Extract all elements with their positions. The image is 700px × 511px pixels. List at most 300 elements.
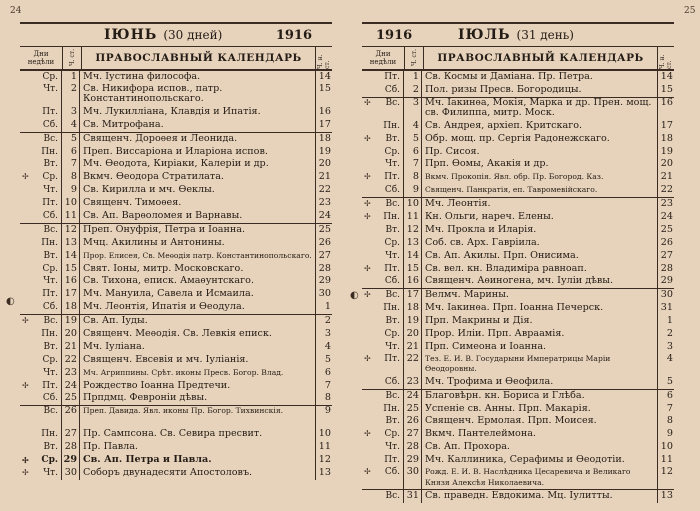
day-row: [362, 263, 674, 276]
feast-cross-icon: ✢: [364, 467, 371, 477]
new-style-date: 18: [660, 132, 673, 144]
day-number: 22: [62, 354, 80, 367]
weekday-text: Чт.: [385, 159, 400, 170]
day-number: 2: [62, 84, 80, 106]
saint-entry: Мч. Леонтія, Ипатія и Ѳеодула.: [80, 301, 316, 314]
day-row: [362, 376, 674, 389]
weekday-text: Ср.: [384, 329, 400, 340]
new-style-date: 5: [324, 353, 331, 365]
day-row: [362, 441, 674, 454]
day-row: [20, 250, 332, 263]
weekday-text: Сб.: [42, 302, 58, 313]
day-number: 13: [62, 237, 80, 250]
day-number: 20: [404, 328, 422, 341]
weekday-text: Пн.: [383, 120, 400, 131]
new-style-date: 26: [660, 236, 673, 248]
day-row: [362, 302, 674, 315]
day-number: 26: [62, 406, 80, 428]
saint-entry: Св. вел. кн. Владиміра равноап.: [422, 263, 658, 276]
day-number: 2: [404, 84, 422, 97]
day-row: [362, 275, 674, 288]
new-style-date: 7: [324, 379, 331, 391]
weekday-text: Чт.: [43, 367, 58, 378]
day-number: 7: [62, 158, 80, 171]
weekday-cell: [20, 263, 62, 276]
weekday-text: Пт.: [42, 380, 58, 391]
col-day: Ч. ст.: [410, 49, 418, 67]
new-style-date: 2: [666, 328, 673, 340]
day-number: 22: [404, 354, 422, 376]
saint-entry: Мч. Каллиника, Серафимы и Ѳеодотіи.: [422, 454, 658, 467]
feast-cross-icon: ✢: [22, 172, 29, 182]
weekday-cell: [362, 428, 404, 441]
moon-phase-icon: ◐: [6, 296, 15, 307]
saint-entry: Св. праведн. Евдокима. Мц. Іулитты.: [422, 490, 658, 503]
weekday-cell: [20, 354, 62, 367]
weekday-text: Вс.: [385, 290, 400, 301]
weekday-cell: [362, 302, 404, 315]
weekday-text: Пн.: [41, 146, 58, 157]
weekday-cell: [362, 250, 404, 263]
day-row: [20, 380, 332, 393]
weekday-text: Пн.: [383, 303, 400, 314]
month-name: ІЮНЬ: [104, 27, 158, 43]
day-row: [20, 328, 332, 341]
weekday-cell: [362, 171, 404, 184]
saint-entry: Преп. Виссаріона и Иларіона испов.: [80, 146, 316, 159]
saint-entry: Прп. Макрины и Дія.: [422, 315, 658, 328]
saint-entry: Соб. св. Арх. Гавріила.: [422, 237, 658, 250]
saint-entry: Обр. мощ. пр. Сергія Радонежскаго.: [422, 133, 658, 146]
weekday-text: Пт.: [384, 353, 400, 364]
weekday-cell: [20, 367, 62, 380]
saint-entry: Мчц. Акилины и Антонины.: [80, 237, 316, 250]
weekday-text: Пн.: [383, 212, 400, 223]
saint-entry: Священч. Дороѳея и Леонида.: [80, 133, 316, 146]
col-weekday: Дни недѣли: [20, 47, 63, 69]
new-style-date: 14: [660, 71, 673, 82]
day-number: 25: [62, 392, 80, 405]
day-row: [362, 315, 674, 328]
new-style-date: 19: [660, 145, 673, 157]
weekday-text: Вс.: [385, 390, 400, 401]
weekday-cell: [20, 119, 62, 132]
day-row: [362, 250, 674, 263]
new-style-date: 24: [318, 210, 331, 222]
col-title: ПРАВОСЛАВНЫЙ КАЛЕНДАРЬ: [424, 47, 658, 69]
saint-entry: Тез. Е. И. В. Государыни Императрицы Маріи Ѳеодоровны.: [422, 354, 658, 376]
new-style-date: 30: [660, 289, 673, 301]
weekday-cell: [20, 328, 62, 341]
new-style-date: 26: [318, 236, 331, 248]
saint-entry: Мч. Іакинѳа, Мокія, Марка и др. Прен. мощ. св. Филиппа, митр. Моск.: [422, 98, 658, 120]
new-style-date: 5: [666, 375, 673, 387]
weekday-cell: [362, 224, 404, 237]
weekday-text: Пн.: [41, 329, 58, 340]
new-style-date: 8: [324, 392, 331, 404]
weekday-text: Пн.: [383, 403, 400, 414]
weekday-text: Вс.: [43, 133, 58, 144]
saint-entry: Благовѣрн. кн. Бориса и Глѣба.: [422, 390, 658, 403]
weekday-text: Чт.: [43, 83, 58, 94]
new-style-date: 12: [660, 466, 673, 478]
day-number: 12: [62, 224, 80, 237]
calendar-page-july: [362, 22, 674, 504]
day-row: [20, 184, 332, 197]
new-style-date: 25: [660, 223, 673, 235]
day-number: 29: [62, 454, 80, 467]
new-style-date: 27: [660, 249, 673, 261]
weekday-cell: [362, 341, 404, 354]
day-row: [362, 237, 674, 250]
day-row: [362, 71, 674, 84]
day-number: 23: [404, 376, 422, 389]
weekday-text: Сб.: [384, 276, 400, 287]
day-number: 27: [62, 428, 80, 441]
day-rows: [362, 71, 674, 503]
saint-entry: Велмч. Марины.: [422, 289, 658, 302]
day-row: [20, 301, 332, 314]
day-row: [20, 314, 332, 328]
saint-entry: Св. Андрея, архіеп. Критскаго.: [422, 120, 658, 133]
weekday-text: Пн.: [41, 237, 58, 248]
column-header: [362, 47, 674, 71]
saint-entry: Мч. Іакинѳа. Прп. Іоанна Печерск.: [422, 302, 658, 315]
day-row: [362, 197, 674, 211]
weekday-cell: [20, 197, 62, 210]
day-number: 16: [62, 275, 80, 288]
new-style-date: 4: [324, 340, 331, 352]
new-style-date: 19: [318, 145, 331, 157]
day-number: 21: [62, 341, 80, 354]
day-number: 25: [404, 403, 422, 416]
month-name: ІЮЛЬ: [458, 27, 511, 43]
weekday-text: Вт.: [43, 442, 58, 453]
weekday-cell: [362, 328, 404, 341]
month-days-note: (31 день): [516, 28, 574, 42]
day-number: 3: [404, 98, 422, 120]
saint-entry: Священч. Ермолая. Прп. Моисея.: [422, 415, 658, 428]
day-row: [20, 275, 332, 288]
weekday-text: Вс.: [385, 97, 400, 108]
weekday-text: Чт.: [43, 276, 58, 287]
day-row: [20, 354, 332, 367]
feast-cross-icon: ✢: [364, 290, 371, 300]
weekday-cell: [362, 315, 404, 328]
new-style-date: 3: [666, 340, 673, 352]
saint-entry: Рождество Іоанна Предтечи.: [80, 380, 316, 393]
feast-cross-icon: ✢: [22, 316, 29, 326]
year: 1916: [275, 27, 312, 43]
weekday-text: Ср.: [384, 237, 400, 248]
saint-entry: Мч. Іуліана.: [80, 341, 316, 354]
saint-entry: Мч. Трофима и Ѳеофила.: [422, 376, 658, 389]
day-row: [20, 263, 332, 276]
weekday-cell: [20, 237, 62, 250]
saint-entry: Мч. Леонтія.: [422, 198, 658, 211]
feast-cross-icon: ✢: [364, 212, 371, 222]
saint-entry: Прпдмц. Февроніи дѣвы.: [80, 392, 316, 405]
day-number: 1: [62, 71, 80, 84]
day-number: 10: [62, 197, 80, 210]
weekday-cell: [362, 376, 404, 389]
saint-entry: Св. Ап. Іуды.: [80, 315, 316, 328]
saint-entry: Кн. Ольги, нареч. Елены.: [422, 211, 658, 224]
weekday-cell: [362, 158, 404, 171]
day-row: [362, 354, 674, 376]
weekday-cell: [20, 184, 62, 197]
weekday-cell: [362, 71, 404, 84]
saint-entry: Прор. Иліи. Прп. Авраамія.: [422, 328, 658, 341]
day-number: 27: [404, 428, 422, 441]
weekday-text: Ср.: [42, 263, 58, 274]
weekday-text: Пт.: [384, 263, 400, 274]
new-style-date: 6: [666, 389, 673, 401]
day-row: [362, 211, 674, 224]
day-number: 15: [404, 263, 422, 276]
weekday-text: Вт.: [43, 341, 58, 352]
new-style-date: 14: [318, 71, 331, 82]
day-row: [362, 415, 674, 428]
weekday-text: Вс.: [43, 406, 58, 417]
saint-entry: Священч. Панкратія, еп. Тавромевійскаго.: [422, 184, 658, 197]
weekday-cell: [20, 210, 62, 223]
new-style-date: 28: [660, 262, 673, 274]
saint-entry: Мч. Ѳеодота, Киріаки, Калеріи и др.: [80, 158, 316, 171]
new-style-date: 13: [660, 490, 673, 502]
day-row: [362, 389, 674, 403]
day-number: 24: [404, 390, 422, 403]
day-row: [20, 71, 332, 84]
new-style-date: 21: [660, 171, 673, 183]
weekday-text: Пт.: [42, 106, 58, 117]
day-number: 3: [62, 106, 80, 119]
weekday-cell: [20, 341, 62, 354]
day-row: [20, 288, 332, 301]
weekday-text: Ср.: [42, 72, 58, 82]
weekday-cell: [362, 84, 404, 97]
new-style-date: 10: [660, 441, 673, 453]
weekday-cell: [20, 106, 62, 119]
month-days-note: (30 дней): [163, 28, 223, 42]
day-row: [362, 158, 674, 171]
weekday-cell: [20, 275, 62, 288]
weekday-cell: [362, 133, 404, 146]
saint-entry: Пр. Сисоя.: [422, 146, 658, 159]
day-number: 30: [404, 467, 422, 489]
day-number: 18: [404, 302, 422, 315]
saint-entry: Свят. Іоны, митр. Московскаго.: [80, 263, 316, 276]
weekday-text: Пт.: [42, 198, 58, 209]
weekday-cell: [20, 171, 62, 184]
saint-entry: Вкмч. Прокопія. Явл. обр. Пр. Богород. Каз.: [422, 171, 658, 184]
day-row: [20, 441, 332, 454]
new-style-date: 22: [660, 184, 673, 196]
feast-cross-icon: ✢: [364, 199, 371, 209]
new-style-date: 23: [318, 197, 331, 209]
new-style-date: 18: [318, 132, 331, 144]
weekday-text: Вс.: [385, 199, 400, 210]
new-style-date: 1: [324, 301, 331, 313]
weekday-cell: [362, 289, 404, 302]
weekday-cell: [20, 441, 62, 454]
day-number: 23: [62, 367, 80, 380]
day-row: [362, 133, 674, 146]
saint-entry: Св. Ап. Петра и Павла.: [80, 454, 316, 467]
new-style-date: 27: [318, 249, 331, 261]
day-number: 24: [62, 380, 80, 393]
day-row: [362, 489, 674, 503]
day-row: [362, 428, 674, 441]
new-style-date: 16: [660, 96, 673, 108]
day-row: [362, 341, 674, 354]
day-number: 9: [62, 184, 80, 197]
month-header: [362, 22, 674, 47]
day-row: [20, 84, 332, 106]
col-weekday: Дни недѣли: [362, 47, 405, 69]
day-row: [20, 405, 332, 428]
moon-phase-icon: ◐: [350, 290, 359, 301]
day-row: [20, 210, 332, 223]
saint-entry: Прп. Симеона и Іоанна.: [422, 341, 658, 354]
weekday-cell: [20, 84, 62, 106]
new-style-date: 1: [666, 315, 673, 327]
new-style-date: 11: [660, 454, 673, 466]
day-row: [362, 328, 674, 341]
day-number: 18: [62, 301, 80, 314]
day-number: 5: [62, 133, 80, 146]
saint-entry: Священч. Тимоѳея.: [80, 197, 316, 210]
weekday-text: Сб.: [42, 393, 58, 404]
day-number: 28: [62, 441, 80, 454]
saint-entry: Прор. Елисея, Св. Меѳодія патр. Константинопольскаго.: [80, 250, 316, 263]
feast-cross-icon: ✢: [22, 455, 29, 466]
day-number: 9: [404, 184, 422, 197]
new-style-date: 11: [318, 441, 331, 453]
new-style-date: 30: [318, 288, 331, 300]
feast-cross-icon: ✢: [364, 263, 371, 273]
day-number: 11: [62, 210, 80, 223]
saint-entry: Св. Космы и Даміана. Пр. Петра.: [422, 71, 658, 84]
day-row: [20, 132, 332, 146]
day-row: [20, 146, 332, 159]
col-newstyle: Ч. н. ст.: [317, 54, 331, 69]
day-number: 7: [404, 158, 422, 171]
weekday-text: Вт.: [385, 416, 400, 427]
weekday-text: Сб.: [42, 211, 58, 222]
day-row: [20, 392, 332, 405]
day-number: 6: [404, 146, 422, 159]
saint-entry: Рожд. Е. И. В. Наслѣдника Цесаревича и Великаго Князя Алексѣя Николаевича.: [422, 467, 658, 489]
weekday-text: Вс.: [43, 316, 58, 327]
weekday-cell: [20, 71, 62, 84]
weekday-cell: [20, 146, 62, 159]
column-header: [20, 47, 332, 71]
new-style-date: 9: [666, 428, 673, 440]
weekday-text: Пт.: [384, 72, 400, 82]
new-style-date: 3: [324, 328, 331, 340]
new-style-date: 24: [660, 211, 673, 223]
weekday-text: Сб.: [384, 376, 400, 387]
day-number: 8: [404, 171, 422, 184]
day-number: 1: [404, 71, 422, 84]
feast-cross-icon: ✢: [22, 468, 29, 478]
weekday-text: Вт.: [385, 224, 400, 235]
day-row: [20, 197, 332, 210]
saint-entry: Мч. Прокла и Иларія.: [422, 224, 658, 237]
day-number: 19: [404, 315, 422, 328]
feast-cross-icon: ✢: [22, 380, 29, 390]
new-style-date: 23: [660, 198, 673, 210]
day-number: 4: [62, 119, 80, 132]
new-style-date: 20: [660, 158, 673, 170]
day-number: 17: [404, 289, 422, 302]
day-row: [20, 341, 332, 354]
weekday-cell: [362, 211, 404, 224]
weekday-cell: [20, 406, 62, 428]
calendar-page-june: [20, 22, 332, 504]
saint-entry: Преп. Давида. Явл. иконы Пр. Богор. Тихвинскія.: [80, 406, 316, 428]
weekday-cell: [362, 275, 404, 288]
weekday-cell: [362, 237, 404, 250]
weekday-cell: [362, 146, 404, 159]
saint-entry: Св. Никифора испов., патр. Константинопольскаго.: [80, 84, 316, 106]
new-style-date: 22: [318, 184, 331, 196]
weekday-cell: [20, 467, 62, 480]
weekday-cell: [362, 390, 404, 403]
weekday-cell: [362, 120, 404, 133]
weekday-text: Вт.: [43, 250, 58, 261]
day-number: 8: [62, 171, 80, 184]
weekday-text: Пт.: [384, 172, 400, 183]
new-style-date: 2: [324, 315, 331, 327]
day-number: 6: [62, 146, 80, 159]
new-style-date: 13: [318, 467, 331, 479]
weekday-cell: [20, 250, 62, 263]
day-row: [362, 120, 674, 133]
feast-cross-icon: ✢: [364, 97, 371, 107]
day-number: 30: [62, 467, 80, 480]
weekday-cell: [362, 490, 404, 503]
saint-entry: Прп. Ѳомы, Акакія и др.: [422, 158, 658, 171]
saint-entry: Св. Тихона, еписк. Амаѳунтскаго.: [80, 275, 316, 288]
saint-entry: Вкмч. Ѳеодора Стратилата.: [80, 171, 316, 184]
day-number: 15: [62, 263, 80, 276]
day-row: [362, 84, 674, 97]
weekday-cell: [20, 428, 62, 441]
weekday-text: Чт.: [43, 468, 58, 479]
weekday-text: Чт.: [385, 341, 400, 352]
weekday-text: Чт.: [385, 442, 400, 453]
weekday-cell: [20, 288, 62, 301]
new-style-date: 28: [318, 262, 331, 274]
saint-entry: Священч. Аѳиногена, мч. Іуліи дѣвы.: [422, 275, 658, 288]
feast-cross-icon: ✢: [364, 172, 371, 182]
saint-entry: Успеніе св. Анны. Прп. Макарія.: [422, 403, 658, 416]
weekday-text: Сб.: [384, 467, 400, 478]
saint-entry: Мч. Агриппины. Срѣт. иконы Пресв. Богор. Влад.: [80, 367, 316, 380]
day-number: 16: [404, 275, 422, 288]
weekday-cell: [20, 158, 62, 171]
saint-entry: Св. Ап. Варѳоломея и Варнавы.: [80, 210, 316, 223]
weekday-cell: [362, 354, 404, 376]
weekday-cell: [362, 198, 404, 211]
day-number: 10: [404, 198, 422, 211]
weekday-cell: [362, 184, 404, 197]
weekday-cell: [362, 441, 404, 454]
month-header: [20, 22, 332, 47]
weekday-text: Вт.: [43, 159, 58, 170]
